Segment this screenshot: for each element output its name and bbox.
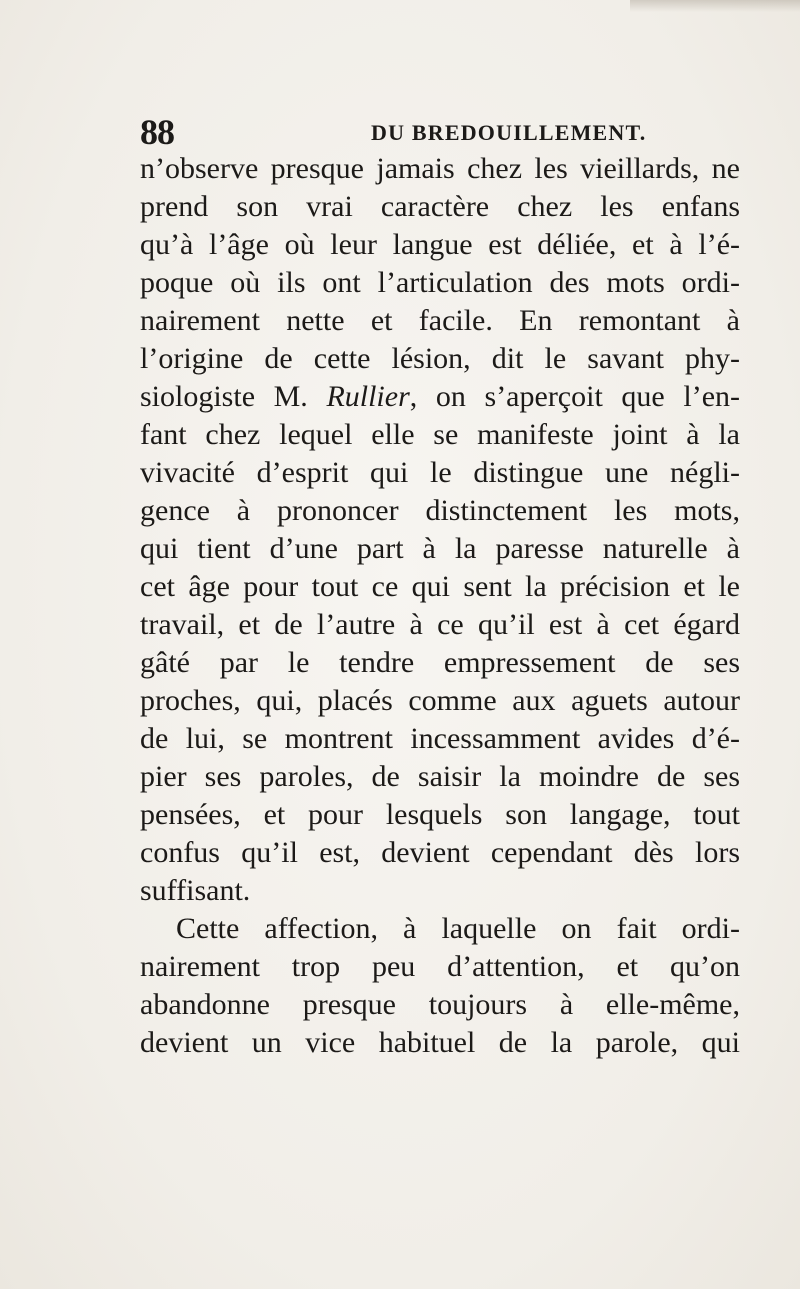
text-line: prend son vrai caractère chez les enfans	[140, 190, 740, 223]
text-line: Cette affection, à laquelle on fait ordi-	[176, 912, 740, 945]
text-line: proches, qui, placés comme aux aguets autour	[140, 684, 740, 717]
page-header	[140, 112, 780, 152]
text-line: qui tient d’une part à la paresse naturelle à	[140, 532, 740, 565]
text-segment: siologiste M.	[140, 380, 327, 413]
text-line: pensées, et pour lesquels son langage, tout	[140, 798, 740, 831]
text-line: devient un vice habituel de la parole, qui	[140, 1026, 740, 1059]
text-line: nairement trop peu d’attention, et qu’on	[140, 950, 740, 983]
text-line: de lui, se montrent incessamment avides d’é-	[140, 722, 740, 755]
text-line: gâté par le tendre empressement de ses	[140, 646, 740, 679]
text-line: qu’à l’âge où leur langue est déliée, et à l’é-	[140, 228, 740, 261]
text-line: fant chez lequel elle se manifeste joint à la	[140, 418, 740, 451]
text-line: gence à prononcer distinctement les mots,	[140, 494, 740, 527]
text-line: travail, et de l’autre à ce qu’il est à cet égard	[140, 608, 740, 641]
text-line: l’origine de cette lésion, dit le savant phy-	[140, 342, 740, 375]
author-name: Rullier	[326, 380, 410, 413]
text-line: suffisant.	[140, 874, 251, 907]
text-line: cet âge pour tout ce qui sent la précision et le	[140, 570, 740, 603]
text-line	[140, 378, 740, 416]
text-line: nairement nette et facile. En remontant à	[140, 304, 740, 337]
text-line: vivacité d’esprit qui le distingue une négli-	[140, 456, 740, 489]
text-line: confus qu’il est, devient cependant dès lors	[140, 836, 740, 869]
text-line: poque où ils ont l’articulation des mots ordi-	[140, 266, 740, 299]
page-number: 88	[140, 112, 174, 152]
text-line: abandonne presque toujours à elle-même,	[140, 988, 740, 1021]
text-segment: , on s’aperçoit que l’en-	[409, 380, 740, 413]
text-line: n’observe presque jamais chez les vieillards, ne	[140, 152, 740, 185]
text-line: pier ses paroles, de saisir la moindre de ses	[140, 760, 740, 793]
page-edge-shadow	[630, 0, 800, 12]
running-title: DU BREDOUILLEMENT.	[371, 120, 647, 145]
